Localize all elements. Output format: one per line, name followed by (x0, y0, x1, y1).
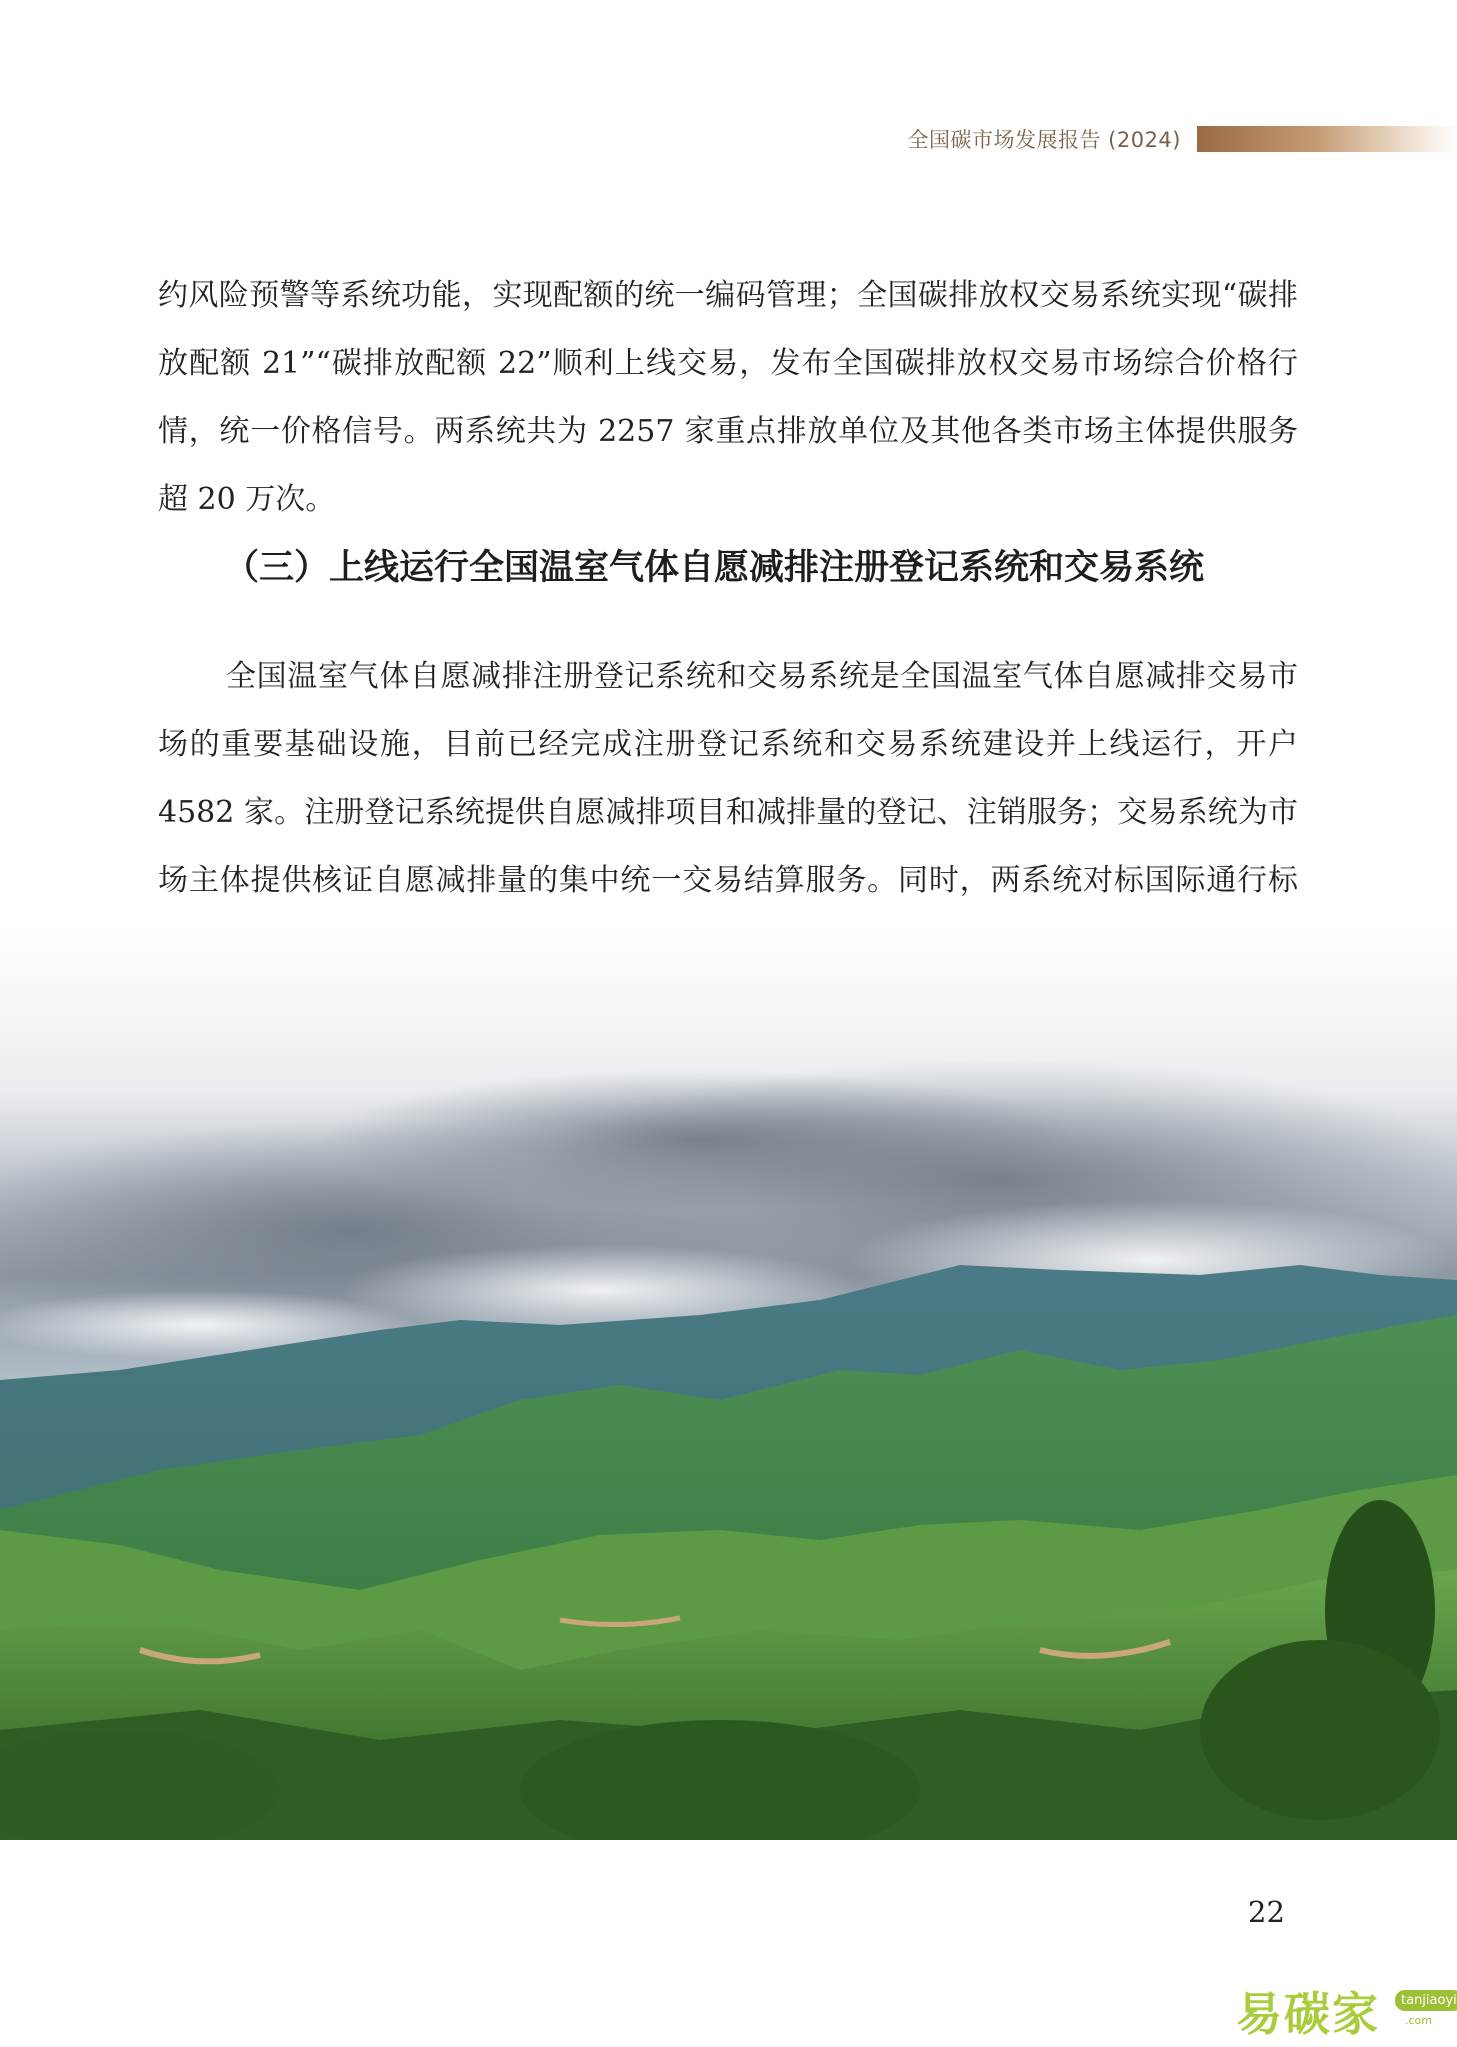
section-heading: （三）上线运行全国温室气体自愿减排注册登记系统和交易系统 (224, 547, 1205, 588)
watermark-brand: 易碳家 (1236, 1987, 1380, 2041)
report-title: 全国碳市场发展报告 (2024) (907, 128, 1181, 152)
mountain-landscape-photo (0, 930, 1457, 1840)
watermark-domain: tanjiaoyi (1395, 1990, 1457, 2011)
page-number: 22 (1248, 1895, 1285, 1929)
body-paragraph-1: 约风险预警等系统功能，实现配额的统一编码管理；全国碳排放权交易系统实现“碳排放配额 21”“碳排放配额 22”顺利上线交易，发布全国碳排放权交易市场综合价格行情，统一价格信号。两系统共为 2257 家重点排放单位及其他各类市场主体提供服务超 20 万次。 (158, 278, 1298, 517)
body-paragraph-2: 全国温室气体自愿减排注册登记系统和交易系统是全国温室气体自愿减排交易市场的重要基础设施，目前已经完成注册登记系统和交易系统建设并上线运行，开户 4582 家。注册登记系统提供自愿减排项目和减排量的登记、注销服务；交易系统为市场主体提供核证自愿减排量的集中统一交易结算服务。同时，两系统对标国际通行标 (158, 659, 1298, 898)
watermark-suffix: .com (1405, 2014, 1432, 2027)
header-decoration-bar (1197, 126, 1457, 152)
